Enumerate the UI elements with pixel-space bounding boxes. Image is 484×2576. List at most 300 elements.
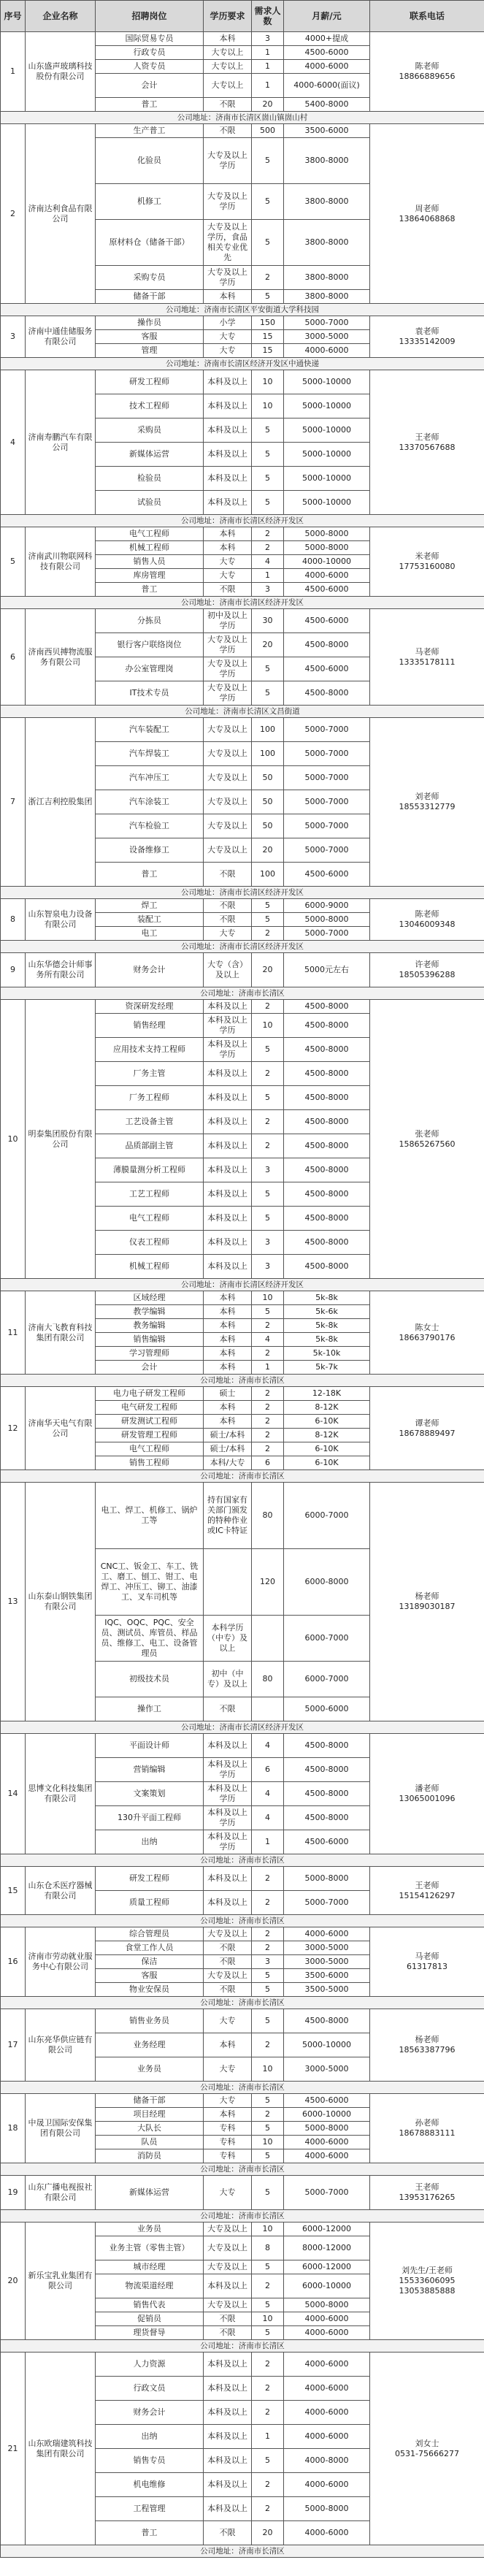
job-position: 试验员 bbox=[96, 491, 204, 515]
job-salary: 4500-8000 bbox=[284, 1134, 370, 1158]
job-count: 10 bbox=[252, 1014, 284, 1038]
job-position: 出纳 bbox=[96, 1830, 204, 1854]
job-education: 大专 bbox=[204, 569, 252, 583]
job-count: 150 bbox=[252, 316, 284, 330]
job-position: 新媒体运营 bbox=[96, 2176, 204, 2210]
job-position: 综合管理员 bbox=[96, 1927, 204, 1941]
table-body bbox=[1, 32, 484, 2558]
job-position: 汽车装配工 bbox=[96, 718, 204, 742]
job-salary: 4000-6000 bbox=[284, 2312, 370, 2326]
job-count: 10 bbox=[252, 1291, 284, 1305]
job-education: 大专及以上 bbox=[204, 2260, 252, 2274]
table-row bbox=[1, 316, 484, 330]
company-name: 济南武川物联网科技有限公司 bbox=[26, 527, 96, 597]
job-education: 大专及以上 bbox=[204, 2236, 252, 2260]
job-education: 大专 bbox=[204, 2057, 252, 2082]
job-education: 本科及以上 bbox=[204, 1734, 252, 1758]
job-education: 大专（含）及以上 bbox=[204, 953, 252, 987]
job-count: 15 bbox=[252, 330, 284, 344]
company-contact: 马老师 13335178111 bbox=[370, 609, 484, 706]
table-row bbox=[1, 2176, 484, 2210]
job-count: 5 bbox=[252, 2260, 284, 2274]
job-count: 2 bbox=[252, 1387, 284, 1401]
job-count: 2 bbox=[252, 1347, 284, 1361]
company-address: 公司地址：济南市长清区 bbox=[1, 2082, 484, 2094]
job-salary: 3800-8000 bbox=[284, 184, 370, 220]
job-education: 本科及以上 bbox=[204, 467, 252, 491]
job-position: 130升平面工程师 bbox=[96, 1806, 204, 1830]
job-salary: 12-18K bbox=[284, 1387, 370, 1401]
job-education: 大专及以上学历 bbox=[204, 681, 252, 706]
job-position: 库房管理 bbox=[96, 569, 204, 583]
job-position: 教学编辑 bbox=[96, 1305, 204, 1319]
job-count: 5 bbox=[252, 2298, 284, 2312]
job-count: 2 bbox=[252, 1442, 284, 1456]
job-count: 120 bbox=[252, 1549, 284, 1616]
job-salary: 5000-8000 bbox=[284, 1867, 370, 1891]
company-contact: 孙老师 18678883111 bbox=[370, 2094, 484, 2163]
job-position: 平面设计师 bbox=[96, 1734, 204, 1758]
job-count bbox=[252, 1697, 284, 1721]
job-position: 厂务工程师 bbox=[96, 1086, 204, 1110]
job-position: 保洁 bbox=[96, 1955, 204, 1969]
job-education: 本科及以上学历 bbox=[204, 1830, 252, 1854]
company-contact: 王老师 13953176265 bbox=[370, 2176, 484, 2210]
job-count: 10 bbox=[252, 394, 284, 418]
job-education: 不限 bbox=[204, 1941, 252, 1955]
job-education: 本科及以上 bbox=[204, 2497, 252, 2521]
job-salary: 4000-6000 bbox=[284, 2136, 370, 2149]
company-address: 公司地址：济南市长清区 bbox=[1, 1854, 484, 1867]
job-education: 本科及以上 bbox=[204, 2377, 252, 2401]
job-position: 队员 bbox=[96, 2136, 204, 2149]
job-position: 工艺工程师 bbox=[96, 1182, 204, 1207]
job-education: 大专及以上 bbox=[204, 1969, 252, 1983]
job-education: 本科 bbox=[204, 1415, 252, 1429]
company-name: 山东仓禾医疗器械有限公司 bbox=[26, 1867, 96, 1915]
job-salary: 4500-8000 bbox=[284, 633, 370, 657]
company-contact: 潘老师 13065001096 bbox=[370, 1734, 484, 1854]
job-count: 5 bbox=[252, 443, 284, 467]
job-education: 硕士 bbox=[204, 1387, 252, 1401]
job-position: 厂务主管 bbox=[96, 1062, 204, 1086]
company-address: 公司地址：济南市长清区经济开发区 bbox=[1, 597, 484, 609]
job-count: 2 bbox=[252, 1429, 284, 1442]
job-position: 储备干部 bbox=[96, 2094, 204, 2108]
job-position: 营销编辑 bbox=[96, 1758, 204, 1782]
job-position: 普工 bbox=[96, 98, 204, 112]
job-education: 本科及以上 bbox=[204, 1231, 252, 1255]
company-contact: 王老师 13370567688 bbox=[370, 370, 484, 515]
job-position: 储备干部 bbox=[96, 290, 204, 304]
company-address-row bbox=[1, 987, 484, 1000]
table-header-row bbox=[1, 1, 484, 32]
job-salary: 5000-8000 bbox=[284, 913, 370, 927]
table-row bbox=[1, 527, 484, 541]
job-count: 5 bbox=[252, 1086, 284, 1110]
job-count: 5 bbox=[252, 2449, 284, 2473]
job-salary: 4500-8000 bbox=[284, 1014, 370, 1038]
company-number: 6 bbox=[1, 609, 26, 706]
company-address: 公司地址：济南市长清区 bbox=[1, 987, 484, 1000]
company-address: 公司地址：济南市长清区经济开发区 bbox=[1, 1721, 484, 1734]
job-count: 5 bbox=[252, 1038, 284, 1062]
job-salary: 3800-8000 bbox=[284, 266, 370, 290]
job-count: 2 bbox=[252, 527, 284, 541]
job-salary: 5000-10000 bbox=[284, 370, 370, 394]
job-position: 销售人员 bbox=[96, 555, 204, 569]
job-education: 本科及以上 bbox=[204, 1110, 252, 1134]
job-position: 质量工程师 bbox=[96, 1891, 204, 1915]
job-salary: 3000-5000 bbox=[284, 1941, 370, 1955]
job-position: 化验员 bbox=[96, 138, 204, 184]
job-position: 电气工程师 bbox=[96, 1442, 204, 1456]
job-count: 2 bbox=[252, 2473, 284, 2497]
job-education: 大专以上 bbox=[204, 60, 252, 74]
job-count: 5 bbox=[252, 2326, 284, 2340]
job-position: 研发管理工程师 bbox=[96, 1429, 204, 1442]
company-address: 公司地址：济南市长清区 bbox=[1, 2340, 484, 2353]
job-salary: 4500-8000 bbox=[284, 1758, 370, 1782]
job-count: 80 bbox=[252, 1483, 284, 1549]
company-address-row bbox=[1, 2163, 484, 2176]
job-education: 大专及以上 bbox=[204, 766, 252, 790]
company-contact: 袁老师 13335142009 bbox=[370, 316, 484, 358]
job-count: 100 bbox=[252, 863, 284, 887]
job-education: 本科及以上 bbox=[204, 1207, 252, 1231]
job-salary: 4000-6000(面议) bbox=[284, 74, 370, 98]
job-salary: 4000-6000 bbox=[284, 60, 370, 74]
job-count: 4 bbox=[252, 1782, 284, 1806]
header-position: 招聘岗位 bbox=[96, 1, 204, 32]
job-salary: 5000-10000 bbox=[284, 491, 370, 515]
job-education: 本科学历（中专）及以上 bbox=[204, 1616, 252, 1662]
job-salary: 5000-7000 bbox=[284, 742, 370, 766]
company-contact: 刘先生/王老师 15533606095 13053885888 bbox=[370, 2223, 484, 2340]
job-education: 本科及以上 bbox=[204, 1891, 252, 1915]
job-position: 机电维修 bbox=[96, 2473, 204, 2497]
job-position: 电气工程师 bbox=[96, 527, 204, 541]
job-salary: 4000-6000 bbox=[284, 2401, 370, 2425]
company-address-row bbox=[1, 2545, 484, 2558]
job-count bbox=[252, 1616, 284, 1662]
job-position: 教务编辑 bbox=[96, 1319, 204, 1333]
company-name: 济南市劳动就业服务中心有限公司 bbox=[26, 1927, 96, 1997]
job-count: 2 bbox=[252, 2377, 284, 2401]
company-name: 济南华天电气有限公司 bbox=[26, 1387, 96, 1470]
company-address-row bbox=[1, 1997, 484, 2009]
company-address-row bbox=[1, 304, 484, 316]
job-education: 本科及以上 bbox=[204, 394, 252, 418]
job-salary: 4500-8000 bbox=[284, 1734, 370, 1758]
job-education: 大专及以上 bbox=[204, 2298, 252, 2312]
job-education: 本科 bbox=[204, 32, 252, 46]
job-count: 1 bbox=[252, 60, 284, 74]
job-count: 10 bbox=[252, 370, 284, 394]
job-position: 消防员 bbox=[96, 2149, 204, 2163]
company-address-row bbox=[1, 1279, 484, 1291]
job-salary: 4500-6000 bbox=[284, 1830, 370, 1854]
header-count: 需求人数 bbox=[252, 1, 284, 32]
job-position: IT技术专员 bbox=[96, 681, 204, 706]
company-number: 3 bbox=[1, 316, 26, 358]
job-salary: 5000-8000 bbox=[284, 541, 370, 555]
job-count: 2 bbox=[252, 1927, 284, 1941]
job-education: 大专及以上 bbox=[204, 742, 252, 766]
job-education: 大专及以上 bbox=[204, 718, 252, 742]
job-position: 电工、焊工、机修工、锅炉工等 bbox=[96, 1483, 204, 1549]
company-contact: 陈老师 18866889656 bbox=[370, 32, 484, 112]
job-count: 2 bbox=[252, 1319, 284, 1333]
company-name: 济南大飞教育科技集团有限公司 bbox=[26, 1291, 96, 1375]
job-count: 2 bbox=[252, 1000, 284, 1014]
job-position: 销售编辑 bbox=[96, 1333, 204, 1347]
job-education: 本科及以上 bbox=[204, 2473, 252, 2497]
table-row bbox=[1, 609, 484, 633]
job-salary: 4500-8000 bbox=[284, 1038, 370, 1062]
job-position: 区域经理 bbox=[96, 1291, 204, 1305]
job-salary: 3800-8000 bbox=[284, 138, 370, 184]
job-salary: 8-12K bbox=[284, 1429, 370, 1442]
job-salary: 5000-7000 bbox=[284, 766, 370, 790]
job-count: 1 bbox=[252, 1361, 284, 1375]
job-position: 项目经理 bbox=[96, 2108, 204, 2122]
company-name: 新乐宝乳业集团有限公司 bbox=[26, 2223, 96, 2340]
job-position: 电力电子研发工程师 bbox=[96, 1387, 204, 1401]
job-education: 本科及以上学历 bbox=[204, 1038, 252, 1062]
job-position: 初级技术员 bbox=[96, 1662, 204, 1697]
company-name: 山东盛声玻璃科技股份有限公司 bbox=[26, 32, 96, 112]
job-education: 本科及以上 bbox=[204, 370, 252, 394]
job-position: 普工 bbox=[96, 863, 204, 887]
job-salary: 5000-7000 bbox=[284, 1891, 370, 1915]
company-name: 浙江吉利控股集团 bbox=[26, 718, 96, 887]
job-salary: 3500-6000 bbox=[284, 124, 370, 138]
company-number: 9 bbox=[1, 953, 26, 987]
job-education: 不限 bbox=[204, 913, 252, 927]
job-position: 汽车涂装工 bbox=[96, 790, 204, 814]
company-contact: 米老师 17753160080 bbox=[370, 527, 484, 597]
job-education: 大专及以上学历 bbox=[204, 266, 252, 290]
job-salary: 6000-10000 bbox=[284, 2108, 370, 2122]
job-salary: 4500-6000 bbox=[284, 863, 370, 887]
job-position: 品质部副主管 bbox=[96, 1134, 204, 1158]
job-education: 不限 bbox=[204, 1697, 252, 1721]
job-position: 销售代表 bbox=[96, 2298, 204, 2312]
job-count: 5 bbox=[252, 657, 284, 681]
job-education: 大专 bbox=[204, 555, 252, 569]
job-education: 本科 bbox=[204, 1401, 252, 1415]
job-education: 本科 bbox=[204, 541, 252, 555]
job-position: 销售业务员 bbox=[96, 2009, 204, 2033]
job-education: 大专及以上学历，食品相关专业优先 bbox=[204, 220, 252, 266]
job-count: 5 bbox=[252, 138, 284, 184]
job-position: 出纳 bbox=[96, 2425, 204, 2449]
job-education: 硕士/本科 bbox=[204, 1442, 252, 1456]
job-count: 5 bbox=[252, 913, 284, 927]
job-position: 办公室管理岗 bbox=[96, 657, 204, 681]
job-salary: 5000-7000 bbox=[284, 814, 370, 838]
job-salary: 5000-10000 bbox=[284, 394, 370, 418]
company-name: 明泰集团股份有限公司 bbox=[26, 1000, 96, 1279]
company-address: 公司地址：济南市长清区 bbox=[1, 1997, 484, 2009]
job-position: IQC、OQC、PQC、安全员、测试员、库管员、样品员、维修工、电工、设备管理员 bbox=[96, 1616, 204, 1662]
job-count: 2 bbox=[252, 2108, 284, 2122]
company-number: 10 bbox=[1, 1000, 26, 1279]
job-count: 5 bbox=[252, 184, 284, 220]
job-salary: 4000-6000 bbox=[284, 2149, 370, 2163]
job-salary: 5k-6k bbox=[284, 1305, 370, 1319]
job-position: 业务员 bbox=[96, 2223, 204, 2236]
job-count: 1 bbox=[252, 2425, 284, 2449]
job-count: 50 bbox=[252, 790, 284, 814]
job-education: 本科 bbox=[204, 1291, 252, 1305]
job-salary: 3800-8000 bbox=[284, 220, 370, 266]
job-salary: 4500-8000 bbox=[284, 1110, 370, 1134]
job-education: 大专 bbox=[204, 927, 252, 941]
company-address-row bbox=[1, 887, 484, 899]
company-number: 14 bbox=[1, 1734, 26, 1854]
job-education: 大专 bbox=[204, 330, 252, 344]
company-contact: 周老师 13864068868 bbox=[370, 124, 484, 304]
job-count: 5 bbox=[252, 1207, 284, 1231]
job-count: 1 bbox=[252, 46, 284, 60]
job-count: 5 bbox=[252, 491, 284, 515]
job-count: 5 bbox=[252, 290, 284, 304]
job-salary: 6000-7000 bbox=[284, 1662, 370, 1697]
job-education: 不限 bbox=[204, 583, 252, 597]
job-salary: 6000-12000 bbox=[284, 2260, 370, 2274]
company-address-row bbox=[1, 515, 484, 527]
job-education: 大专及以上 bbox=[204, 1927, 252, 1941]
job-position: 汽车冲压工 bbox=[96, 766, 204, 790]
job-count: 80 bbox=[252, 1662, 284, 1697]
company-address: 公司地址：济南市长清区 bbox=[1, 2163, 484, 2176]
job-education: 本科及以上 bbox=[204, 2449, 252, 2473]
job-position: 物业安保员 bbox=[96, 1983, 204, 1997]
company-name: 济南中通佳储服务有限公司 bbox=[26, 316, 96, 358]
job-position: 技术工程师 bbox=[96, 394, 204, 418]
job-education: 本科 bbox=[204, 1305, 252, 1319]
company-contact: 王老师 15154126297 bbox=[370, 1867, 484, 1915]
job-count: 5 bbox=[252, 418, 284, 443]
job-education: 不限 bbox=[204, 2312, 252, 2326]
job-position: 文案策划 bbox=[96, 1782, 204, 1806]
table-row bbox=[1, 1734, 484, 1758]
company-address: 公司地址：济南市长清区 bbox=[1, 2210, 484, 2223]
table-row bbox=[1, 32, 484, 46]
job-salary: 5000-7000 bbox=[284, 790, 370, 814]
job-education: 大专以上 bbox=[204, 46, 252, 60]
job-education: 大专及以上学历 bbox=[204, 657, 252, 681]
job-position: 行政文员 bbox=[96, 2377, 204, 2401]
job-count: 5 bbox=[252, 899, 284, 913]
job-position: 电气研发工程师 bbox=[96, 1401, 204, 1415]
company-address-row bbox=[1, 112, 484, 124]
job-education: 大专及以上 bbox=[204, 838, 252, 863]
job-education: 本科及以上学历 bbox=[204, 1806, 252, 1830]
job-position: 设备维修工 bbox=[96, 838, 204, 863]
company-address: 公司地址：济南市长清区经济开发区 bbox=[1, 515, 484, 527]
job-salary: 5000-8000 bbox=[284, 527, 370, 541]
company-number: 19 bbox=[1, 2176, 26, 2210]
company-name: 山东欧瑞建筑科技集团有限公司 bbox=[26, 2353, 96, 2545]
job-education: 本科及以上 bbox=[204, 1086, 252, 1110]
job-position: 生产普工 bbox=[96, 124, 204, 138]
job-education: 本科 bbox=[204, 1319, 252, 1333]
job-education: 不限 bbox=[204, 2521, 252, 2545]
company-name: 思博文化科技集团有限公司 bbox=[26, 1734, 96, 1854]
table-row bbox=[1, 1000, 484, 1014]
job-salary: 3800-8000 bbox=[284, 290, 370, 304]
job-position: 电气工程师 bbox=[96, 1207, 204, 1231]
job-position: 机械工程师 bbox=[96, 1255, 204, 1279]
job-salary: 5000-7000 bbox=[284, 316, 370, 330]
job-count: 100 bbox=[252, 742, 284, 766]
job-salary: 4500-8000 bbox=[284, 1158, 370, 1182]
company-name: 山东广播电视报社有限公司 bbox=[26, 2176, 96, 2210]
job-position: 促销员 bbox=[96, 2312, 204, 2326]
job-education: 本科及以上学历 bbox=[204, 1014, 252, 1038]
job-education: 本科及以上 bbox=[204, 491, 252, 515]
job-salary: 6-10K bbox=[284, 1442, 370, 1456]
job-education: 大专及以上学历 bbox=[204, 184, 252, 220]
job-count: 6 bbox=[252, 1456, 284, 1470]
company-address-row bbox=[1, 2340, 484, 2353]
job-salary: 6000-10000 bbox=[284, 2274, 370, 2298]
job-salary: 4500-8000 bbox=[284, 1782, 370, 1806]
job-count: 2 bbox=[252, 2497, 284, 2521]
job-education: 小学 bbox=[204, 316, 252, 330]
job-count: 3 bbox=[252, 1158, 284, 1182]
job-salary: 4500-8000 bbox=[284, 1231, 370, 1255]
table-row bbox=[1, 1483, 484, 1549]
job-count: 2 bbox=[252, 1891, 284, 1915]
job-salary: 3500-6000 bbox=[284, 1969, 370, 1983]
company-address-row bbox=[1, 1721, 484, 1734]
job-salary: 4000-8000 bbox=[284, 2449, 370, 2473]
job-education: 本科及以上 bbox=[204, 2401, 252, 2425]
job-count: 2 bbox=[252, 1941, 284, 1955]
company-address-row bbox=[1, 597, 484, 609]
job-position: 资深研发经理 bbox=[96, 1000, 204, 1014]
job-count: 5 bbox=[252, 1983, 284, 1997]
company-contact: 马老师 61317813 bbox=[370, 1927, 484, 1997]
job-salary: 5000-7000 bbox=[284, 838, 370, 863]
job-salary: 4500-6000 bbox=[284, 609, 370, 633]
job-salary: 6000-12000 bbox=[284, 2223, 370, 2236]
job-position: 客服 bbox=[96, 330, 204, 344]
job-salary: 4500-6000 bbox=[284, 657, 370, 681]
job-count: 50 bbox=[252, 814, 284, 838]
table-row bbox=[1, 124, 484, 138]
job-count: 3 bbox=[252, 1955, 284, 1969]
job-position: 采购员 bbox=[96, 418, 204, 443]
job-position: 研发测试工程师 bbox=[96, 1415, 204, 1429]
job-salary: 4000-6000 bbox=[284, 2473, 370, 2497]
job-count: 100 bbox=[252, 718, 284, 742]
job-count: 10 bbox=[252, 2136, 284, 2149]
company-address-row bbox=[1, 706, 484, 718]
company-contact: 杨老师 13189030187 bbox=[370, 1483, 484, 1721]
company-contact: 刘女士 0531-75666277 bbox=[370, 2353, 484, 2545]
company-address: 公司地址：济南市长清区 bbox=[1, 1375, 484, 1387]
job-education: 大专及以上学历 bbox=[204, 138, 252, 184]
job-count: 5 bbox=[252, 2176, 284, 2210]
company-number: 21 bbox=[1, 2353, 26, 2545]
company-number: 20 bbox=[1, 2223, 26, 2340]
company-number: 7 bbox=[1, 718, 26, 887]
